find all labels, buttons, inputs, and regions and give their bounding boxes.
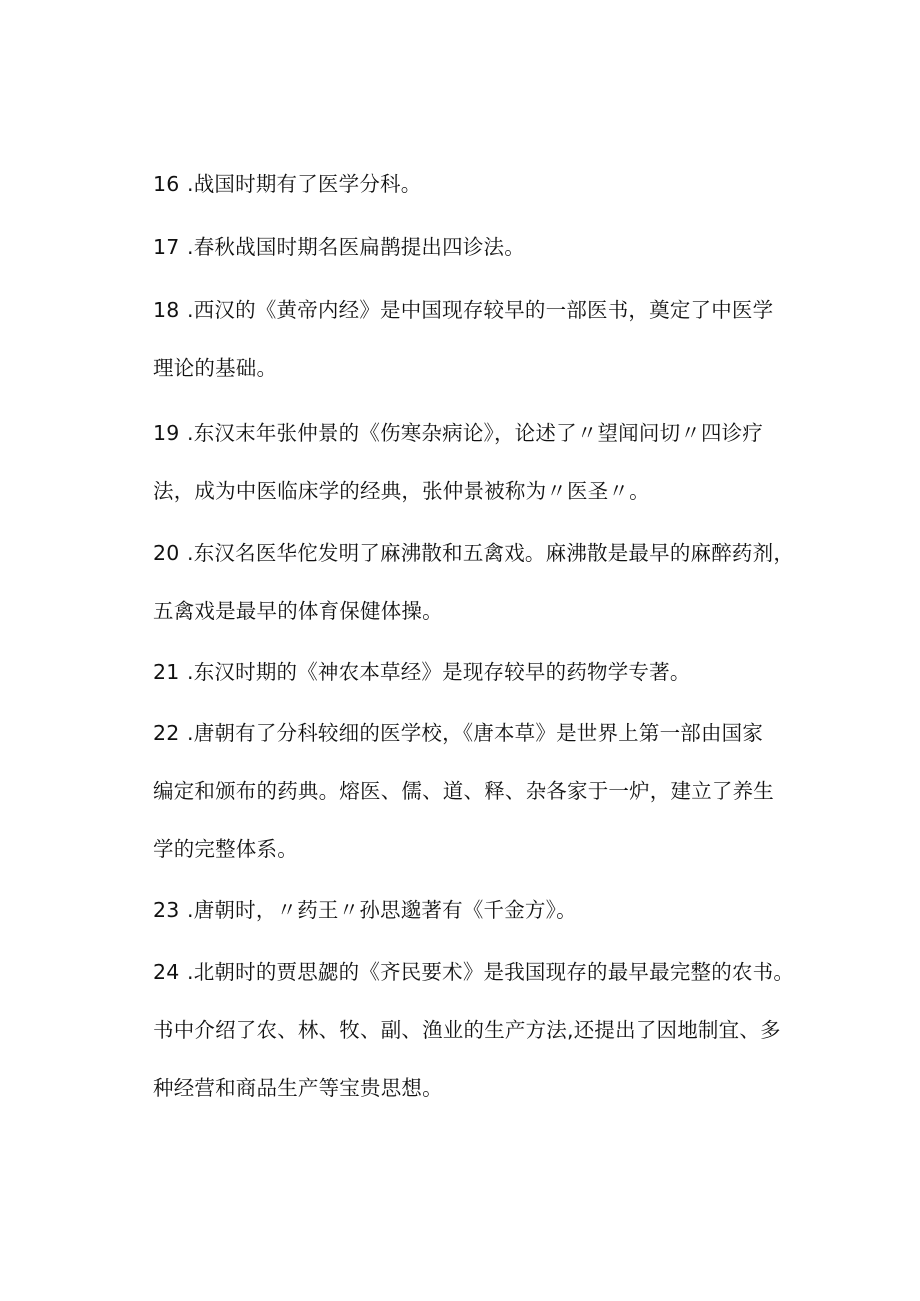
list-item-17 — [153, 218, 765, 276]
item-text-continuation: 种经营和商品生产等宝贵思想。 — [153, 1076, 443, 1100]
item-text: .东汉时期的《神农本草经》是现存较早的药物学专著。 — [187, 660, 691, 684]
list-item-23 — [153, 881, 765, 939]
item-line — [153, 218, 765, 276]
item-line — [153, 881, 765, 939]
item-text-continuation: 理论的基础。 — [153, 356, 278, 380]
item-number: 16 — [153, 172, 180, 196]
item-text: .西汉的《黄帝内经》是中国现存较早的一部医书，奠定了中医学 — [187, 298, 774, 322]
item-number: 24 — [153, 960, 180, 984]
item-text: .北朝时的贾思勰的《齐民要术》是我国现存的最早最完整的农书。 — [187, 960, 795, 984]
item-line — [153, 524, 795, 582]
list-item-24 — [153, 943, 795, 1117]
item-number: 23 — [153, 898, 180, 922]
item-line — [153, 404, 765, 462]
item-line — [153, 704, 765, 762]
item-text-continuation: 法，成为中医临床学的经典，张仲景被称为〃医圣〃。 — [153, 479, 650, 503]
item-number: 17 — [153, 235, 180, 259]
list-item-16 — [153, 155, 765, 213]
item-number: 21 — [153, 660, 180, 684]
item-line — [153, 643, 765, 701]
item-line — [153, 943, 795, 1001]
list-item-20 — [153, 524, 795, 640]
item-text-continuation: 学的完整体系。 — [153, 837, 298, 861]
item-text: .唐朝时，〃药王〃孙思邈著有《千金方》。 — [187, 898, 577, 922]
item-line — [153, 281, 774, 339]
item-text: .东汉末年张仲景的《伤寒杂病论》，论述了〃望闻问切〃四诊疗 — [187, 421, 764, 445]
item-number: 18 — [153, 298, 180, 322]
list-item-19 — [153, 404, 765, 520]
list-item-21 — [153, 643, 765, 701]
item-text: .唐朝有了分科较细的医学校，《唐本草》是世界上第一部由国家 — [187, 721, 764, 745]
item-text-continuation: 书中介绍了农、林、牧、副、渔业的生产方法,还提出了因地制宜、多 — [153, 1018, 781, 1042]
item-number: 20 — [153, 541, 180, 565]
list-item-18 — [153, 281, 774, 397]
item-text: .春秋战国时期名医扁鹊提出四诊法。 — [187, 235, 525, 259]
item-number: 22 — [153, 721, 180, 745]
item-text-continuation: 五禽戏是最早的体育保健体操。 — [153, 599, 443, 623]
item-text-continuation: 编定和颁布的药典。熔医、儒、道、释、杂各家于一炉，建立了养生 — [153, 779, 774, 803]
item-text: .战国时期有了医学分科。 — [187, 172, 422, 196]
item-line — [153, 155, 765, 213]
item-text: .东汉名医华佗发明了麻沸散和五禽戏。麻沸散是最早的麻醉药剂， — [187, 541, 795, 565]
item-number: 19 — [153, 421, 180, 445]
list-item-22 — [153, 704, 774, 878]
